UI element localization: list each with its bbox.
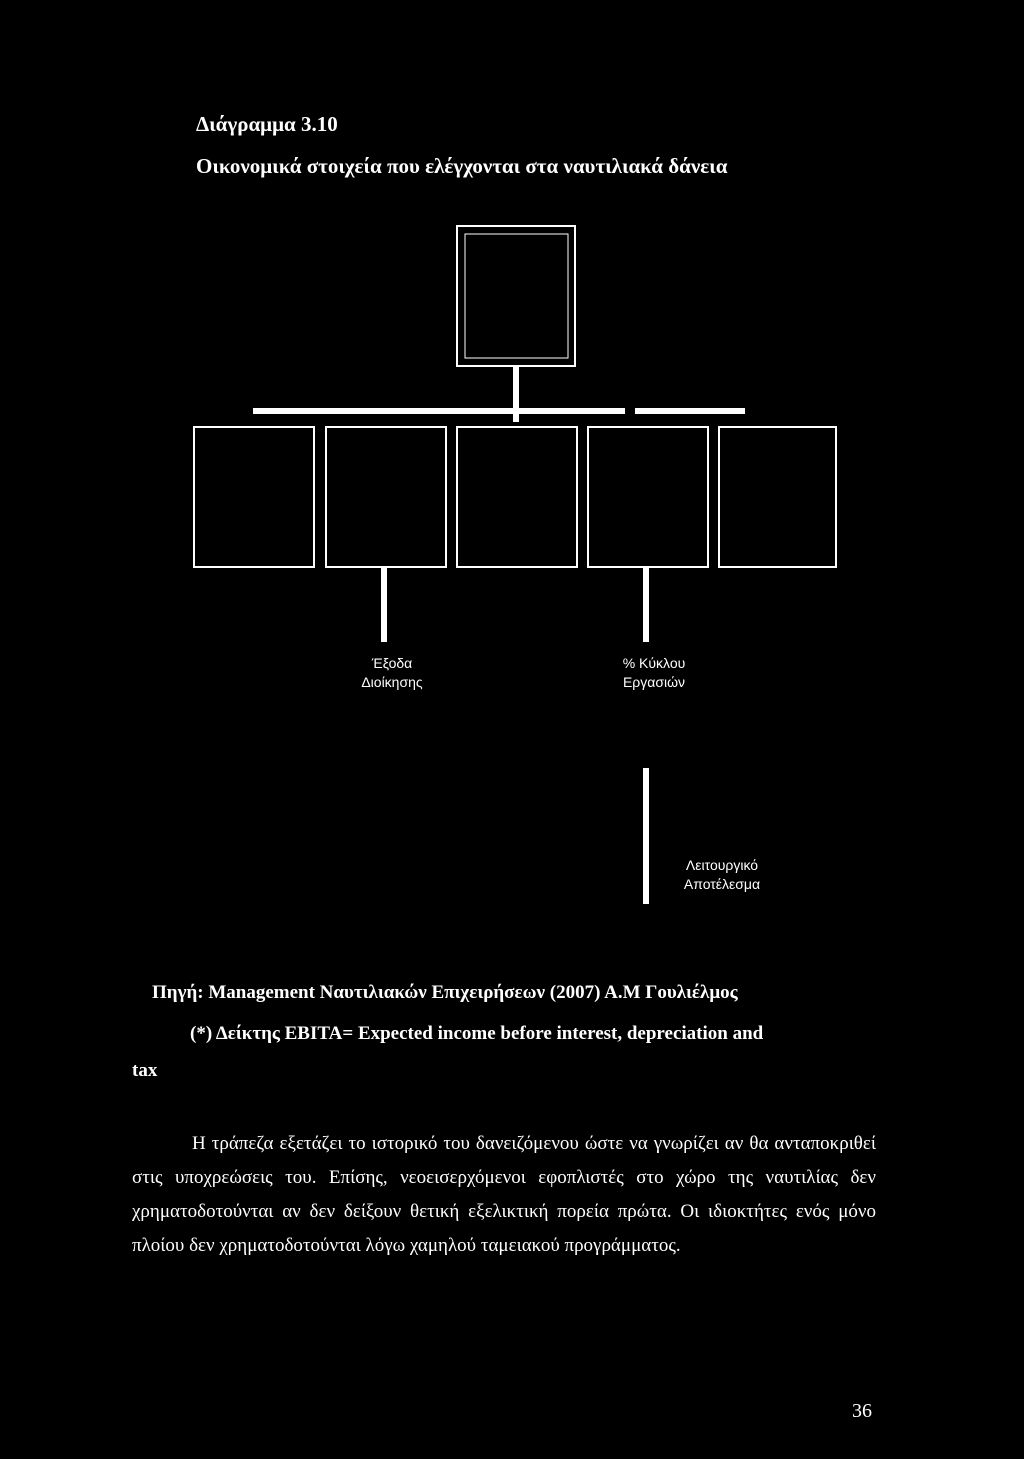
operating-result-line1: Λειτουργικό (685, 857, 759, 873)
page-number: 36 (852, 1400, 872, 1422)
work-cycle-line2: Εργασιών (622, 674, 686, 690)
body-paragraph: Η τράπεζα εξετάζει το ιστορικό του δανειζόμενου ώστε να γνωρίζει αν θα ανταποκριθεί στις υποχρεώσεις του. Επίσης, νεοεισερχόμενοι εφοπλιστές στο χώρο της ναυτιλίας δεν χρηματοδοτούνται αν δεν δείξουν θετική εξελικτική πορεία πρώτα. Οι ιδιοκτήτες ενός μόνο πλοίου δεν χρηματοδοτούνται λόγω χαμηλού ταμειακού προγράμματος. (132, 1133, 876, 1256)
source-citation: Πηγή: Management Ναυτιλιακών Επιχειρήσεων (2007) Α.Μ Γουλιέλμος (152, 982, 738, 1003)
operating-result-line2: Αποτέλεσμα (683, 876, 761, 892)
diagram-connector-left (381, 568, 387, 642)
admin-expenses-line2: Διοίκησης (361, 674, 423, 690)
work-cycle-line1: % Κύκλου (622, 655, 686, 671)
admin-expenses-label (340, 654, 444, 692)
diagram-child-node-4 (588, 427, 708, 567)
ebita-footnote-tail: tax (132, 1060, 158, 1081)
work-cycle-label (602, 654, 706, 692)
figure-title: Οικονομικά στοιχεία που ελέγχονται στα ναυτιλιακά δάνεια (196, 154, 728, 178)
ebita-footnote: (*) Δείκτης EBITA= Expected income before interest, depreciation and (190, 1023, 764, 1044)
diagram-top-node-inner (465, 234, 568, 358)
admin-expenses-line1: Έξοδα (371, 655, 413, 671)
operating-result-label (662, 856, 782, 894)
diagram-top-node (457, 226, 575, 366)
diagram-horizontal-bar-right (635, 408, 745, 414)
diagram-child-node-1 (194, 427, 314, 567)
diagram-child-node-3 (457, 427, 577, 567)
diagram-connector-right (643, 568, 649, 642)
diagram-child-node-5 (719, 427, 836, 567)
figure-number: Διάγραμμα 3.10 (196, 112, 338, 136)
diagram-connector-operating (643, 768, 649, 904)
diagram-child-node-2 (326, 427, 446, 567)
diagram-horizontal-bar (253, 408, 625, 414)
